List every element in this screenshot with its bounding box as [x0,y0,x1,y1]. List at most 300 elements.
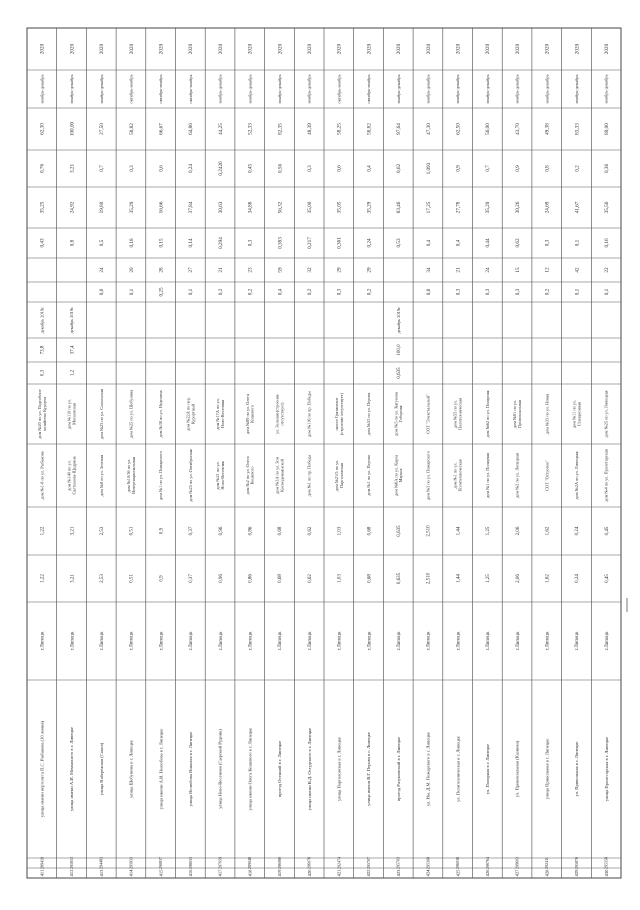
cell-locality: г.Липецк [70,631,76,651]
cell-begin: дом №10/16 по ул.Интернациональная [126,457,136,494]
cell-c6: 24,69 [544,201,551,214]
cell-c8: 62,50 [455,123,462,135]
cell-length-b: 2,53 [100,526,105,536]
cell-c2: 37,4 [70,345,76,355]
cell-c6: 16,66 [158,201,165,214]
cell-c6: 41,67 [574,201,581,214]
cell-street: улица Шебунина в г. Липецке [128,740,134,798]
cell-c8: 62,30 [39,123,46,135]
cell-c5: 0,361 [336,237,343,249]
cell-street: улица Ново-Весенняя (Сырский Рудник) [217,729,223,809]
cell-year: 2020 [277,43,284,55]
cell-c3: 0,1 [128,288,135,296]
cell-date: декабрь 2019г. [69,306,75,334]
cell-c6: 17,25 [425,201,432,214]
cell-code: 296764 [484,857,490,869]
cell-length-b: 2,510 [426,525,432,537]
cell-locality: г.Липецк [337,631,343,651]
cell-c7: 0,76 [39,163,46,174]
cell-num: 412 [69,869,75,877]
cell-c6: 24,92 [69,201,76,214]
cell-c7: 1,093 [425,162,432,175]
cell-period: ноябрь-декабрь [247,74,253,104]
cell-locality: г.Липецк [397,631,402,651]
cell-locality: г.Липецк [40,631,46,651]
cell-end: дом №25 по ул. Липецкая [603,390,609,438]
cell-c5: 0,16 [603,238,610,248]
cell-c5: 0,3 [544,239,551,247]
cell-code: 289419 [39,857,45,869]
cell-street: улица имени В.Г. Перова в г. Липецке [366,732,372,806]
cell-code: 295833 [128,857,134,869]
cell-c7: 0,36 [603,163,610,174]
table-row [425,43,431,876]
cell-c6: 83,46 [396,201,403,214]
cell-length-a: 0,24 [575,574,581,583]
cell-c4: 12 [544,267,551,273]
cell-locality: г.Липецк [545,631,551,651]
cell-code: 289048 [247,857,253,869]
cell-length-b: 3,21 [70,526,76,536]
cell-year: 2020 [128,43,135,55]
cell-code: 296076 [306,857,312,869]
cell-period: ноябрь-декабрь [69,74,75,104]
cell-c3: 0,8 [425,288,432,296]
cell-c7: 0,9 [514,165,521,172]
cell-c6: 19,80 [99,201,106,214]
cell-locality: г.Липецк [129,631,135,651]
cell-c5: 0,4 [425,239,432,247]
table-row [544,43,550,876]
cell-c5: 0,53 [396,238,403,248]
cell-length-a: 0,45 [604,574,610,583]
cell-year: 2020 [485,43,492,55]
cell-begin: дом №6А по ул. КарлаМаркса [393,454,404,497]
cell-num: 417 [217,869,223,877]
cell-length-b: 0,51 [129,526,135,536]
cell-c6: 30,63 [217,201,224,214]
table-row [185,43,195,876]
cell-num: 418 [247,869,253,877]
cell-c3: 0,3 [336,288,343,296]
cell-length-a: 0,37 [189,574,195,583]
cell-street: улица Привольная в г. Липецке [544,738,550,800]
cell-c8: 56,00 [485,123,492,135]
cell-c8: 82,35 [277,123,284,135]
cell-c6: 56,32 [277,201,284,214]
cell-length-b: 0,68 [278,526,284,536]
cell-length-a: 0,51 [129,574,135,583]
cell-c5: 0,18 [128,238,135,248]
cell-end: дом №89 по ул. ОлегаКошевого [244,393,255,435]
cell-street: улица Парголовская в г. Липецке [336,736,342,802]
cell-length-a: 1,62 [545,574,551,583]
cell-year: 2020 [396,43,403,55]
cell-length-b: 1,44 [456,526,462,536]
cell-length-a: 0,86 [248,574,254,583]
cell-c7: 0,6 [336,165,343,172]
cell-length-a: 0,68 [367,574,373,583]
cell-c5: 0,15 [158,238,165,248]
cell-year: 2020 [514,43,521,55]
cell-length-b: 0,635 [397,525,402,537]
cell-locality: г.Липецк [367,631,373,651]
cell-code: 295703 [395,857,401,869]
cell-locality: г.Липецк [307,631,313,651]
cell-num: 423 [395,869,401,877]
cell-street: ул. Полярная в г. Липецке [484,743,490,795]
cell-c7: 0,6 [158,165,165,172]
cell-num: 427 [514,869,520,877]
cell-num: 419 [277,869,283,877]
cell-end: дом №62 по ул. Полярная [484,390,490,438]
cell-period: ноябрь-декабрь [455,74,461,104]
cell-end: ул. Зеленая (строениеотсутствует) [274,394,285,434]
cell-c3: 0,3 [514,288,521,296]
cell-end: дом №25 по ул. Шебунина [128,389,134,439]
cell-c4: 28 [158,267,165,273]
cell-length-b: 2,06 [515,526,521,536]
cell-code: 298033 [187,857,193,869]
cell-street: улица имени Олега Кошевого в г. Липецке [247,727,253,811]
cell-c5: 0,62 [514,238,521,248]
cell-date: декабрь 2019г. [395,306,401,334]
cell-c3: 0,2 [544,288,551,296]
table-row [37,43,47,876]
cell-period: октябрь-ноябрь [336,74,342,104]
cell-begin: дом №8 по ул. Зеленая [98,454,104,497]
cell-locality: г.Липецк [426,631,432,651]
cell-c3: 0,1 [574,288,581,296]
cell-length-b: 1,03 [337,526,343,536]
cell-period: ноябрь-декабрь [484,74,490,104]
cell-length-a: 3,21 [70,574,76,583]
cell-c7: 0,7 [485,165,492,172]
cell-locality: г.Липецк [189,631,195,651]
cell-c4: 29 [336,267,343,273]
cell-length-a: 0,635 [397,572,402,585]
cell-c3: 0,25 [158,287,165,297]
cell-c7: 0,8 [544,165,551,172]
cell-begin: дом №1 по ул. Перова [366,455,372,496]
cell-c6: 30,26 [514,201,521,214]
table-row [512,43,522,876]
cell-c3: 0,2 [366,288,373,296]
table-row [485,43,491,876]
cell-code: 299603 [514,857,520,869]
cell-c4: 21 [455,267,462,273]
cell-street: улица Набережная (Сокол) [98,742,104,796]
cell-c3: 0,3 [485,288,492,296]
cell-c2: 100,0 [397,344,402,356]
cell-end: дом №22А по пер.Курортный [185,397,196,431]
cell-c5: 0,44 [485,238,492,248]
cell-c4: 15 [514,267,521,273]
cell-locality: г.Липецк [248,631,254,651]
cell-period: ноябрь-декабрь [425,74,431,104]
cell-num: 425 [455,869,461,877]
cell-c3: 0,3 [455,288,462,296]
cell-period: ноябрь-декабрь [544,74,550,104]
cell-c7: 0,24 [188,163,195,174]
cell-year: 2020 [544,43,551,55]
cell-period: октябрь-ноябрь [158,74,164,104]
cell-begin: дом №1 по ул. Пожарского [158,450,164,501]
cell-c8: 58,25 [336,123,343,135]
cell-end: дом №53 по ул. Перова [366,392,372,436]
cell-num: 430 [603,869,609,877]
cell-c3: 0,4 [277,288,284,296]
cell-c6: 34,88 [247,201,254,214]
cell-c8: 80,00 [603,123,610,135]
cell-end: дом №17А по ул.Ново-Весенняя [215,398,226,430]
cell-length-a: 1,25 [486,574,492,583]
cell-street: ул. Привокзальная (Казинка) [514,740,520,798]
cell-c7: 0,3 [306,165,313,172]
cell-year: 2020 [366,43,373,55]
cell-street: улица имени вертолета П.С. Рыбакова (10 линия) [39,720,45,818]
table-row [99,43,105,876]
table-row [307,43,313,876]
cell-length-b: 0,68 [367,526,373,536]
table-row [334,43,344,876]
cell-end: дом №25 по ул. Сокольская [98,388,104,440]
cell-length-b: 0,62 [307,526,313,536]
table-row [604,43,610,876]
cell-c3: 0,2 [306,288,313,296]
cell-num: 415 [158,869,164,877]
cell-begin: дом №2 по ул. ОлегаКошевого [244,456,255,495]
cell-period: ноябрь-декабрь [39,74,45,104]
cell-street: улица имени А.И. Нелюбова в г. Липецке [158,728,164,810]
cell-c6: 27,78 [455,201,462,214]
cell-c4: 22 [603,267,610,273]
cell-locality: г.Липецк [515,631,521,651]
cell-street: улица имени В.Д. Осгудского в г. Липецке [306,727,312,811]
cell-c3: 0,2 [247,288,254,296]
cell-c3: 0,1 [188,288,195,296]
cell-end: СОТ "Элекстальный" [425,394,431,434]
cell-street: ул. Им. Д.М. Пожарского в г. Липецке [425,731,431,807]
cell-street: проезд Разумовский в г. Липецке [395,736,401,802]
cell-period: октябрь-ноябрь [128,74,134,104]
cell-c8: 48,39 [306,123,313,135]
cell-c5: 0,43 [39,238,46,248]
cell-year: 2020 [188,43,195,55]
cell-c7: 0,2426 [217,161,224,176]
cell-begin: дом №21 по ул.Ново-Весенняя [215,461,226,490]
cell-code: 292474 [336,857,342,869]
cell-period: ноябрь-декабрь [217,74,223,104]
cell-c7: 0,3 [128,165,135,172]
cell-locality: г.Липецк [486,631,492,651]
cell-code: 292411 [544,857,550,869]
cell-c8: 100,00 [69,121,76,137]
cell-c8: 64,86 [188,123,195,135]
cell-date: декабрь 2019г. [39,306,45,334]
cell-code: 295308 [425,857,431,869]
cell-end: дом №55 по ул.Политехническая [452,397,463,431]
cell-c5: 0,383 [277,237,284,249]
cell-code: 295707 [365,857,371,869]
cell-code: 294483 [98,857,104,869]
cell-c7: 3,21 [69,163,76,174]
cell-c6: 35,00 [306,201,313,214]
cell-begin: дом №1 по ул. Полярная [484,453,490,498]
cell-code: 290837 [158,857,164,869]
cell-c5: 0,14 [188,238,195,248]
cell-c7: 0,7 [99,165,106,172]
cell-c8: 83,33 [574,123,581,135]
cell-num: 414 [128,869,134,877]
cell-c5: 0,217 [306,237,313,249]
cell-length-b: 0,45 [604,526,610,536]
cell-num: 411 [39,869,45,877]
cell-c8: 66,67 [158,123,165,135]
cell-c5: 0,4 [455,239,462,247]
cell-locality: г.Липецк [159,631,165,651]
cell-code: 296080 [276,857,282,869]
cell-c6: 35,29 [128,201,135,214]
cell-c8: 52,33 [247,123,254,135]
table-row [245,43,255,876]
cell-year: 2020 [455,43,462,55]
cell-length-a: 1,22 [40,574,46,583]
cell-year: 2020 [574,43,581,55]
cell-num: 426 [484,869,490,877]
table-row [275,43,285,876]
cell-c7: 0,4 [366,165,373,172]
table-row [366,43,372,876]
cell-length-b: 1,22 [40,526,46,536]
cell-street: улица Пролетарская в г. Липецке [603,736,609,802]
cell-code: 295358 [603,857,609,869]
cell-year: 2020 [69,43,76,55]
cell-period: октябрь-ноябрь [366,74,372,104]
cell-year: 2020 [99,43,106,55]
cell-c6: 35,20 [485,201,492,214]
cell-end: дом №110 по ул.Московская [66,398,77,430]
cell-c5: 0,8 [69,239,76,247]
cell-length-b: 0,37 [189,526,195,536]
cell-end: шоссе Грязинское(строение отсутствует) [333,392,344,436]
cell-year: 2020 [217,43,224,55]
cell-locality: г.Липецк [456,631,462,651]
cell-period: ноябрь-декабрь [514,74,520,104]
cell-period: ноябрь-декабрь [98,74,104,104]
cell-length-a: 2,510 [426,572,432,585]
cell-length-a: 1,44 [456,574,462,583]
cell-num: 421 [336,869,342,877]
cell-period: ноябрь-декабрь [573,74,579,104]
cell-length-b: 0,86 [248,526,254,536]
cell-locality: г.Липецк [604,631,610,651]
cell-year: 2020 [158,43,165,55]
cell-c4: 29 [366,267,373,273]
table-row [158,43,164,876]
cell-locality: г.Липецк [278,631,284,651]
cell-begin: дом №2 по ул. Липецкая [514,453,520,498]
cell-length-a: 0,96 [218,574,224,583]
cell-begin: дом №1 по пр. Победы [306,454,312,497]
cell-num: 422 [366,869,372,877]
cell-c7: 0,45 [247,163,254,174]
cell-begin: дом №4 по ул. Пролетарская [603,449,609,502]
cell-c7: 0,62 [396,163,403,174]
cell-c6: 37,84 [188,201,195,214]
cell-c6: 35,05 [336,201,343,214]
cell-begin: дом №1-8 по ул. Рыбакова [39,451,45,500]
cell-c8: 27,50 [99,123,106,135]
cell-period: ноябрь-декабрь [395,74,401,104]
cell-c6: 35,29 [366,201,373,214]
cell-code: 295870 [573,857,579,869]
cell-length-a: 2,06 [515,574,521,583]
cell-c8: 43,70 [514,123,521,135]
cell-c5: 0,5 [99,239,106,247]
cell-c3: 0,6 [99,288,106,296]
cell-length-b: 1,25 [486,526,492,536]
cell-c4: 20 [128,267,135,273]
cell-street: ул. Привольная в г. Липецке [574,741,580,797]
cell-c5: 0,1 [574,239,581,247]
cell-begin: дом №3 по ул. Пожарского [425,450,431,501]
cell-c4: 24 [99,267,106,273]
cell-c4: 59 [277,267,284,273]
cell-num: 428 [544,869,550,877]
cell-begin: дом №140 по ул.Салтыкова-Щедрина [66,456,77,495]
cell-street: ул. Политехническая в г. Липецке [455,736,461,802]
cell-c3: 0,1 [603,288,610,296]
cell-c4: 21 [217,267,224,273]
cell-c1: 0,3 [40,369,46,377]
cell-c5: 0,294 [217,237,224,249]
table-row [126,43,136,876]
cell-end: дом №5 по ул. КатуковаГоборная [393,392,404,436]
cell-c8: 49,38 [544,123,551,135]
table-row [572,43,582,876]
cell-c7: 0,9 [455,165,462,172]
cell-c2: 73,8 [40,345,46,355]
cell-code: 296038 [455,857,461,869]
cell-c7: 0,56 [277,163,284,174]
cell-length-a: 0,62 [307,574,313,583]
cell-c6: 35,56 [603,201,610,214]
cell-period: ноябрь-декабрь [306,74,312,104]
cell-begin: дом №2А по ул. Липецкая [573,451,579,500]
cell-end: дом №116 по пр. Победы [306,391,312,437]
cell-street: улица имени А.И. Моммоното в г. Липецке [69,726,75,812]
table-row [67,43,77,876]
cell-end: дом №20 по ул. Подсобноехозяйство Курорта [36,389,47,439]
cell-end: дом №38 по ул. Неделина [158,390,164,438]
cell-c5: 0,24 [366,238,373,248]
cell-begin: дом №21/5 по ул.Парголовская [333,459,344,492]
cell-street: улица Нелюбова Николая в г. Липецке [187,731,193,807]
cell-c6: 35,25 [39,201,46,214]
cell-num: 420 [306,869,312,877]
cell-length-b: 0,24 [575,526,581,536]
cell-c4: 32 [306,267,313,273]
cell-locality: г.Липецк [100,631,105,651]
cell-length-b: 1,62 [545,526,551,536]
cell-end: дом №33 по ул. Новая [544,393,550,435]
cell-num: 416 [187,869,193,877]
cell-year: 2020 [306,43,313,55]
cell-end: дом №81 по ул.Привокзальная [512,399,523,429]
cell-year: 2020 [247,43,254,55]
cell-num: 424 [425,869,431,877]
